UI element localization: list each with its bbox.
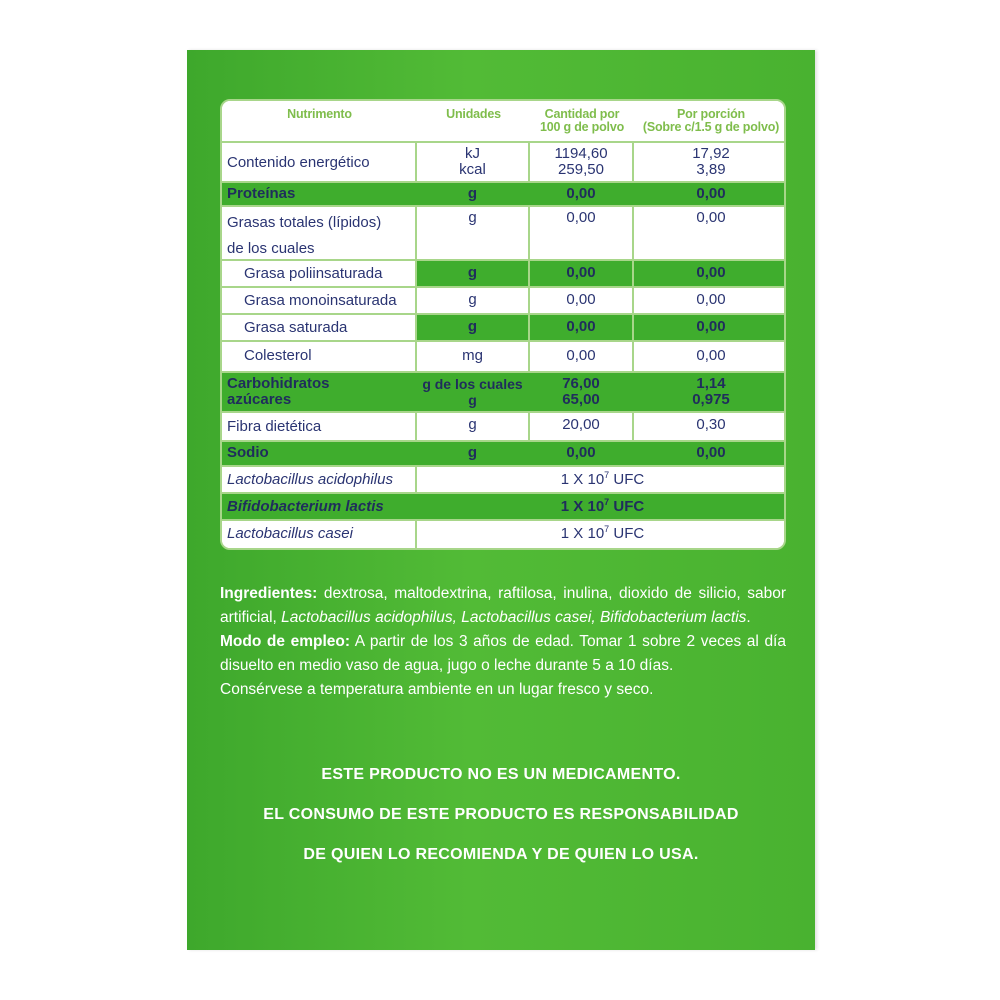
usage-label: Modo de empleo: (220, 633, 351, 650)
row-portion: 0,00 (696, 347, 726, 364)
row-quantity: 20,00 (530, 413, 634, 440)
nutrition-table (220, 99, 786, 550)
ingredients-text (220, 582, 786, 702)
row-portion: 0,00 (696, 209, 726, 226)
row-unit: g (417, 315, 530, 340)
bacteria-name: Lactobacillus acidophilus (222, 467, 417, 492)
bacteria-name: Lactobacillus casei (222, 521, 417, 548)
row-subheading: de los cuales (227, 240, 315, 257)
bacteria-name: Bifidobacterium lactis (222, 494, 417, 519)
table-row (222, 467, 784, 494)
row-unit: g (417, 207, 530, 259)
table-row (222, 207, 784, 261)
table-header (222, 101, 784, 143)
row-unit: g de los cuales g (417, 373, 530, 411)
row-portion: 0,00 (696, 444, 726, 461)
row-name: Colesterol (222, 342, 417, 371)
row-unit: g (417, 183, 530, 205)
row-name: Grasas totales (lípidos) de los cuales (222, 207, 417, 259)
product-box-panel (187, 50, 815, 950)
warning-line-2: EL CONSUMO DE ESTE PRODUCTO ES RESPONSABILIDAD (263, 806, 739, 823)
row-quantity: 0,00 (530, 183, 634, 205)
row-portion: 0,30 (696, 416, 726, 433)
header-cantidad: Cantidad por 100 g de polvo (539, 107, 625, 134)
table-row (222, 261, 784, 288)
warning-line-1: ESTE PRODUCTO NO ES UN MEDICAMENTO. (321, 766, 681, 783)
row-unit: g (417, 442, 530, 465)
bacteria-count: 1 X $10^7$ UFC (560, 524, 645, 542)
row-quantity: 0,00 (530, 315, 634, 340)
row-name: Sodio (222, 442, 417, 465)
row-portion: 17,92 3,89 (692, 145, 730, 178)
row-quantity: 0,00 (530, 288, 634, 313)
table-row (222, 373, 784, 413)
table-row (222, 183, 784, 207)
table-row (222, 521, 784, 548)
table-row (222, 494, 784, 521)
row-quantity: 0,00 (530, 261, 634, 286)
row-quantity: 76,00 65,00 (530, 373, 634, 411)
row-name: Grasa saturada (222, 315, 417, 340)
ingredients-paragraph: Ingredientes: dextrosa, maltodextrina, raftilosa, inulina, dioxido de silicio, sabor artificial, Lactobacillus acidophilus, Lactobacillus casei, Bifidobacterium lactis. (220, 585, 786, 626)
table-row (222, 413, 784, 442)
ingredients-bacteria: Lactobacillus acidophilus, Lactobacillus casei, Bifidobacterium lactis (281, 609, 747, 626)
row-quantity: 0,00 (530, 442, 634, 465)
table-row (222, 288, 784, 315)
row-name: Carbohidratos azúcares (222, 373, 417, 411)
row-unit: g (417, 261, 530, 286)
row-portion: 0,00 (634, 261, 786, 286)
row-portion: 1,14 0,975 (692, 375, 730, 408)
row-quantity: 0,00 (530, 207, 634, 259)
row-name: Grasa poliinsaturada (222, 261, 417, 286)
header-porcion: Por porción (Sobre c/1.5 g de polvo) (642, 107, 780, 134)
usage-paragraph: Modo de empleo: A partir de los 3 años de edad. Tomar 1 sobre 2 veces al día disuelto en medio vaso de agua, jugo o leche durante 5 a 10 días. (220, 633, 786, 674)
table-row (222, 442, 784, 467)
row-portion: 0,00 (696, 185, 726, 202)
row-name: Grasa monoinsaturada (222, 288, 417, 313)
row-name: Contenido energético (222, 143, 417, 181)
row-name: Fibra dietética (222, 413, 417, 440)
table-row (222, 315, 784, 342)
table-row (222, 143, 784, 183)
row-unit: g (417, 413, 530, 440)
bacteria-count: 1 X $10^7$ UFC (560, 497, 645, 515)
row-portion: 0,00 (696, 291, 726, 308)
row-quantity: 0,00 (530, 342, 634, 371)
bacteria-count: 1 X $10^7$ UFC (560, 470, 645, 488)
row-unit: mg (417, 342, 530, 371)
header-unidades: Unidades (446, 107, 501, 121)
header-nutrimento: Nutrimento (287, 107, 352, 121)
warning-line-3: DE QUIEN LO RECOMIENDA Y DE QUIEN LO USA. (303, 846, 699, 863)
row-quantity: 1194,60 259,50 (530, 143, 634, 181)
ingredients-label: Ingredientes: (220, 585, 318, 602)
table-row (222, 342, 784, 373)
storage-paragraph: Consérvese a temperatura ambiente en un lugar fresco y seco. (220, 681, 654, 698)
row-portion: 0,00 (634, 315, 786, 340)
row-name: Proteínas (222, 183, 417, 205)
row-unit: kJ kcal (417, 143, 530, 181)
row-unit: g (417, 288, 530, 313)
